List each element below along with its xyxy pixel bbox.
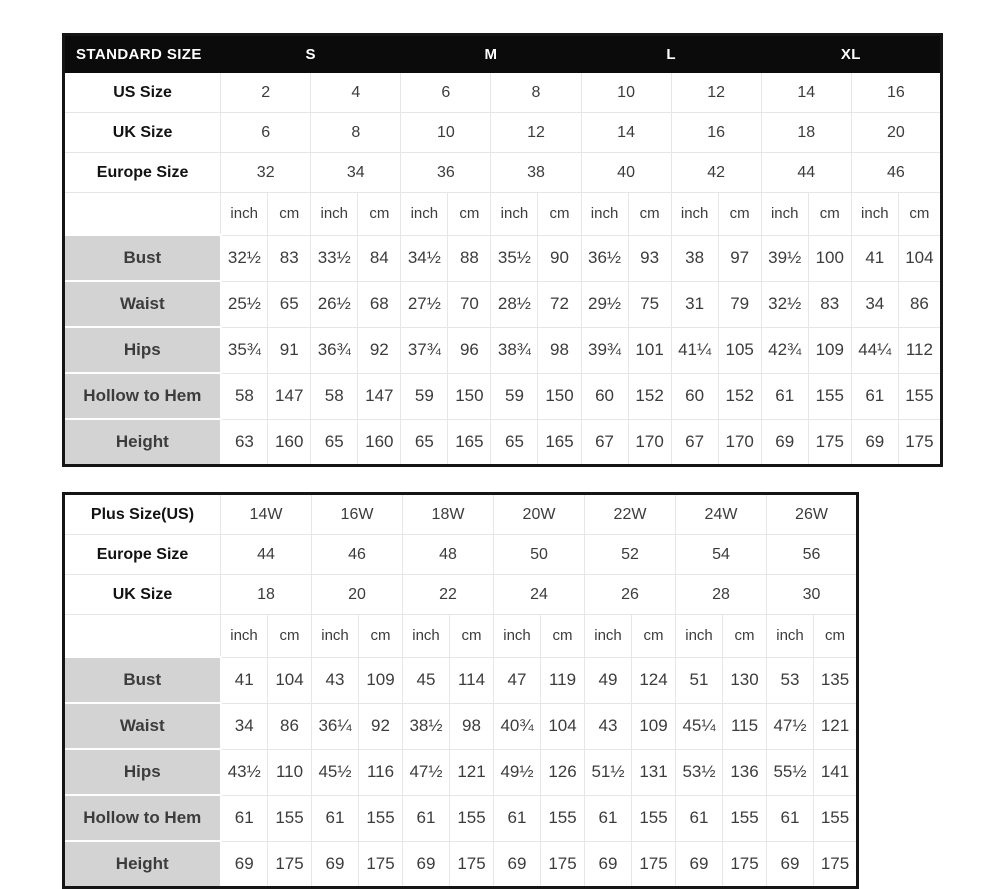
size-value: 10 <box>401 113 491 153</box>
measure-value: 36½ <box>581 235 628 281</box>
row-label: Waist <box>64 281 221 327</box>
size-group-header: L <box>581 35 761 73</box>
size-value: 18 <box>761 113 851 153</box>
measure-value: 69 <box>676 841 723 888</box>
unit-header: cm <box>898 193 941 236</box>
measure-value: 65 <box>311 419 358 466</box>
measurement-row <box>64 327 942 373</box>
measure-value: 55½ <box>767 749 814 795</box>
size-conversion-row <box>64 113 942 153</box>
measure-value: 28½ <box>491 281 538 327</box>
size-value: 24 <box>494 575 585 615</box>
size-value: 42 <box>671 153 761 193</box>
size-value: 24W <box>676 494 767 535</box>
measure-value: 90 <box>538 235 581 281</box>
measure-value: 61 <box>403 795 450 841</box>
size-value: 14 <box>581 113 671 153</box>
measure-value: 32½ <box>221 235 268 281</box>
measurement-row <box>64 795 858 841</box>
measure-value: 59 <box>401 373 448 419</box>
measure-value: 25½ <box>221 281 268 327</box>
measure-value: 79 <box>718 281 761 327</box>
measurement-row <box>64 703 858 749</box>
measure-value: 38 <box>671 235 718 281</box>
measure-value: 35½ <box>491 235 538 281</box>
measure-value: 155 <box>450 795 494 841</box>
measure-value: 104 <box>541 703 585 749</box>
row-label: Europe Size <box>64 153 221 193</box>
size-value: 16W <box>312 494 403 535</box>
measure-value: 65 <box>491 419 538 466</box>
measure-value: 26½ <box>311 281 358 327</box>
size-conversion-row <box>64 535 858 575</box>
unit-header: inch <box>311 193 358 236</box>
measure-value: 114 <box>450 657 494 703</box>
measure-value: 49 <box>585 657 632 703</box>
measure-value: 69 <box>312 841 359 888</box>
unit-header: cm <box>268 615 312 658</box>
plus-size-table <box>62 492 859 889</box>
measure-value: 29½ <box>581 281 628 327</box>
unit-header: cm <box>538 193 581 236</box>
size-conversion-row <box>64 73 942 113</box>
row-label: Hips <box>64 327 221 373</box>
measure-value: 61 <box>494 795 541 841</box>
standard-size-table <box>62 33 943 467</box>
row-label: Plus Size(US) <box>64 494 221 535</box>
size-value: 4 <box>311 73 401 113</box>
unit-header: inch <box>585 615 632 658</box>
unit-header: inch <box>761 193 808 236</box>
measure-value: 53½ <box>676 749 723 795</box>
measure-value: 116 <box>359 749 403 795</box>
measure-value: 147 <box>358 373 401 419</box>
size-value: 44 <box>221 535 312 575</box>
measure-value: 141 <box>814 749 858 795</box>
measure-value: 39½ <box>761 235 808 281</box>
measure-value: 175 <box>268 841 312 888</box>
measure-value: 53 <box>767 657 814 703</box>
unit-header: inch <box>581 193 628 236</box>
plus-size-table-slot <box>62 492 1000 889</box>
size-value: 54 <box>676 535 767 575</box>
measure-value: 34 <box>851 281 898 327</box>
unit-header: inch <box>491 193 538 236</box>
measure-value: 104 <box>268 657 312 703</box>
measure-value: 41¼ <box>671 327 718 373</box>
size-value: 38 <box>491 153 581 193</box>
measure-value: 75 <box>628 281 671 327</box>
measure-value: 175 <box>723 841 767 888</box>
unit-header: cm <box>632 615 676 658</box>
size-value: 26W <box>767 494 858 535</box>
size-value: 20 <box>312 575 403 615</box>
measure-value: 109 <box>359 657 403 703</box>
size-group-header: S <box>221 35 401 73</box>
unit-header: cm <box>718 193 761 236</box>
measure-value: 91 <box>268 327 311 373</box>
unit-header: inch <box>221 193 268 236</box>
measure-value: 155 <box>814 795 858 841</box>
row-label: US Size <box>64 73 221 113</box>
measure-value: 83 <box>268 235 311 281</box>
measure-value: 38¾ <box>491 327 538 373</box>
unit-header: inch <box>851 193 898 236</box>
size-value: 22 <box>403 575 494 615</box>
measure-value: 135 <box>814 657 858 703</box>
measure-value: 68 <box>358 281 401 327</box>
measure-value: 31 <box>671 281 718 327</box>
measure-value: 175 <box>808 419 851 466</box>
measure-value: 65 <box>401 419 448 466</box>
measure-value: 34 <box>221 703 268 749</box>
unit-header: cm <box>450 615 494 658</box>
unit-header: cm <box>808 193 851 236</box>
size-value: 14W <box>221 494 312 535</box>
measure-value: 150 <box>448 373 491 419</box>
size-value: 18 <box>221 575 312 615</box>
measure-value: 65 <box>268 281 311 327</box>
measure-value: 61 <box>761 373 808 419</box>
measure-value: 150 <box>538 373 581 419</box>
measurement-row <box>64 841 858 888</box>
size-value: 32 <box>221 153 311 193</box>
measure-value: 92 <box>359 703 403 749</box>
measure-value: 45 <box>403 657 450 703</box>
measure-value: 40¾ <box>494 703 541 749</box>
measure-value: 43½ <box>221 749 268 795</box>
measure-value: 175 <box>898 419 941 466</box>
unit-header-row <box>64 193 942 236</box>
size-value: 6 <box>401 73 491 113</box>
measure-value: 155 <box>898 373 941 419</box>
measure-value: 63 <box>221 419 268 466</box>
measure-value: 109 <box>808 327 851 373</box>
measure-value: 101 <box>628 327 671 373</box>
size-value: 34 <box>311 153 401 193</box>
unit-header: inch <box>401 193 448 236</box>
size-value: 20W <box>494 494 585 535</box>
measure-value: 41 <box>221 657 268 703</box>
measure-value: 45¼ <box>676 703 723 749</box>
measure-value: 175 <box>541 841 585 888</box>
measure-value: 49½ <box>494 749 541 795</box>
measure-value: 155 <box>359 795 403 841</box>
measure-value: 165 <box>448 419 491 466</box>
measurement-row <box>64 657 858 703</box>
measure-value: 61 <box>767 795 814 841</box>
measure-value: 51 <box>676 657 723 703</box>
measurement-row <box>64 281 942 327</box>
unit-header: cm <box>358 193 401 236</box>
measure-value: 32½ <box>761 281 808 327</box>
measure-value: 69 <box>585 841 632 888</box>
measure-value: 61 <box>221 795 268 841</box>
size-value: 6 <box>221 113 311 153</box>
unit-header: cm <box>723 615 767 658</box>
measure-value: 38½ <box>403 703 450 749</box>
row-label: Bust <box>64 235 221 281</box>
row-label: Bust <box>64 657 221 703</box>
row-label: Hips <box>64 749 221 795</box>
size-value: 2 <box>221 73 311 113</box>
measure-value: 98 <box>538 327 581 373</box>
measure-value: 175 <box>450 841 494 888</box>
measure-value: 97 <box>718 235 761 281</box>
size-value: 26 <box>585 575 676 615</box>
measure-value: 121 <box>450 749 494 795</box>
measure-value: 59 <box>491 373 538 419</box>
measure-value: 47½ <box>767 703 814 749</box>
unit-header: inch <box>676 615 723 658</box>
measure-value: 41 <box>851 235 898 281</box>
measurement-row <box>64 419 942 466</box>
measure-value: 43 <box>585 703 632 749</box>
row-label: UK Size <box>64 575 221 615</box>
measure-value: 147 <box>268 373 311 419</box>
measure-value: 100 <box>808 235 851 281</box>
measure-value: 69 <box>761 419 808 466</box>
row-label: Europe Size <box>64 535 221 575</box>
measure-value: 131 <box>632 749 676 795</box>
row-label: Hollow to Hem <box>64 795 221 841</box>
measure-value: 61 <box>676 795 723 841</box>
measurement-row <box>64 749 858 795</box>
measure-value: 170 <box>628 419 671 466</box>
measure-value: 124 <box>632 657 676 703</box>
size-value: 16 <box>851 73 941 113</box>
size-value: 46 <box>312 535 403 575</box>
row-label: Hollow to Hem <box>64 373 221 419</box>
size-conversion-row <box>64 153 942 193</box>
measure-value: 39¾ <box>581 327 628 373</box>
measure-value: 37¾ <box>401 327 448 373</box>
measure-value: 47½ <box>403 749 450 795</box>
unit-header: inch <box>312 615 359 658</box>
measure-value: 136 <box>723 749 767 795</box>
measure-value: 88 <box>448 235 491 281</box>
measure-value: 86 <box>268 703 312 749</box>
measure-value: 70 <box>448 281 491 327</box>
measure-value: 36¼ <box>312 703 359 749</box>
size-value: 20 <box>851 113 941 153</box>
measure-value: 36¾ <box>311 327 358 373</box>
standard-size-table-slot <box>62 33 1000 467</box>
measure-value: 33½ <box>311 235 358 281</box>
measure-value: 155 <box>808 373 851 419</box>
size-value: 16 <box>671 113 761 153</box>
size-value: 52 <box>585 535 676 575</box>
size-value: 10 <box>581 73 671 113</box>
measure-value: 61 <box>312 795 359 841</box>
measure-value: 43 <box>312 657 359 703</box>
unit-header: cm <box>268 193 311 236</box>
size-value: 12 <box>491 113 581 153</box>
unit-header: inch <box>671 193 718 236</box>
table-title: STANDARD SIZE <box>64 35 221 73</box>
size-value: 12 <box>671 73 761 113</box>
measure-value: 160 <box>358 419 401 466</box>
measure-value: 86 <box>898 281 941 327</box>
measure-value: 155 <box>632 795 676 841</box>
unit-header: inch <box>494 615 541 658</box>
measure-value: 121 <box>814 703 858 749</box>
unit-header: inch <box>221 615 268 658</box>
row-label: Waist <box>64 703 221 749</box>
measure-value: 67 <box>581 419 628 466</box>
unit-header: inch <box>403 615 450 658</box>
size-group-header: M <box>401 35 581 73</box>
size-value: 50 <box>494 535 585 575</box>
measure-value: 160 <box>268 419 311 466</box>
measure-value: 93 <box>628 235 671 281</box>
measure-value: 61 <box>585 795 632 841</box>
measure-value: 27½ <box>401 281 448 327</box>
measure-value: 112 <box>898 327 941 373</box>
unit-row-empty-label <box>64 615 221 658</box>
measure-value: 84 <box>358 235 401 281</box>
unit-header: inch <box>767 615 814 658</box>
unit-header: cm <box>359 615 403 658</box>
measure-value: 155 <box>723 795 767 841</box>
measure-value: 165 <box>538 419 581 466</box>
measure-value: 175 <box>632 841 676 888</box>
unit-header-row <box>64 615 858 658</box>
measure-value: 175 <box>359 841 403 888</box>
unit-row-empty-label <box>64 193 221 236</box>
measure-value: 58 <box>311 373 358 419</box>
size-value: 44 <box>761 153 851 193</box>
measure-value: 155 <box>268 795 312 841</box>
row-label: UK Size <box>64 113 221 153</box>
measure-value: 69 <box>851 419 898 466</box>
measure-value: 104 <box>898 235 941 281</box>
size-conversion-row <box>64 494 858 535</box>
measure-value: 126 <box>541 749 585 795</box>
measure-value: 83 <box>808 281 851 327</box>
measurement-row <box>64 373 942 419</box>
size-value: 22W <box>585 494 676 535</box>
size-value: 48 <box>403 535 494 575</box>
measure-value: 60 <box>581 373 628 419</box>
measure-value: 119 <box>541 657 585 703</box>
measure-value: 69 <box>494 841 541 888</box>
measure-value: 61 <box>851 373 898 419</box>
measure-value: 45½ <box>312 749 359 795</box>
measure-value: 69 <box>403 841 450 888</box>
unit-header: cm <box>628 193 671 236</box>
measure-value: 110 <box>268 749 312 795</box>
measure-value: 47 <box>494 657 541 703</box>
measure-value: 44¼ <box>851 327 898 373</box>
size-value: 56 <box>767 535 858 575</box>
measure-value: 96 <box>448 327 491 373</box>
measure-value: 92 <box>358 327 401 373</box>
measurement-row <box>64 235 942 281</box>
measure-value: 69 <box>767 841 814 888</box>
measure-value: 35¾ <box>221 327 268 373</box>
measure-value: 72 <box>538 281 581 327</box>
size-value: 14 <box>761 73 851 113</box>
table-header-row <box>64 35 942 73</box>
measure-value: 69 <box>221 841 268 888</box>
measure-value: 152 <box>628 373 671 419</box>
unit-header: cm <box>448 193 491 236</box>
size-value: 30 <box>767 575 858 615</box>
measure-value: 42¾ <box>761 327 808 373</box>
size-value: 18W <box>403 494 494 535</box>
measure-value: 175 <box>814 841 858 888</box>
measure-value: 152 <box>718 373 761 419</box>
measure-value: 34½ <box>401 235 448 281</box>
size-value: 28 <box>676 575 767 615</box>
unit-header: cm <box>541 615 585 658</box>
size-value: 36 <box>401 153 491 193</box>
measure-value: 105 <box>718 327 761 373</box>
size-value: 8 <box>311 113 401 153</box>
measure-value: 98 <box>450 703 494 749</box>
size-value: 40 <box>581 153 671 193</box>
measure-value: 115 <box>723 703 767 749</box>
unit-header: cm <box>814 615 858 658</box>
measure-value: 170 <box>718 419 761 466</box>
measure-value: 109 <box>632 703 676 749</box>
measure-value: 51½ <box>585 749 632 795</box>
row-label: Height <box>64 419 221 466</box>
size-value: 46 <box>851 153 941 193</box>
size-group-header: XL <box>761 35 941 73</box>
size-value: 8 <box>491 73 581 113</box>
size-conversion-row <box>64 575 858 615</box>
measure-value: 130 <box>723 657 767 703</box>
measure-value: 67 <box>671 419 718 466</box>
measure-value: 155 <box>541 795 585 841</box>
measure-value: 58 <box>221 373 268 419</box>
measure-value: 60 <box>671 373 718 419</box>
row-label: Height <box>64 841 221 888</box>
